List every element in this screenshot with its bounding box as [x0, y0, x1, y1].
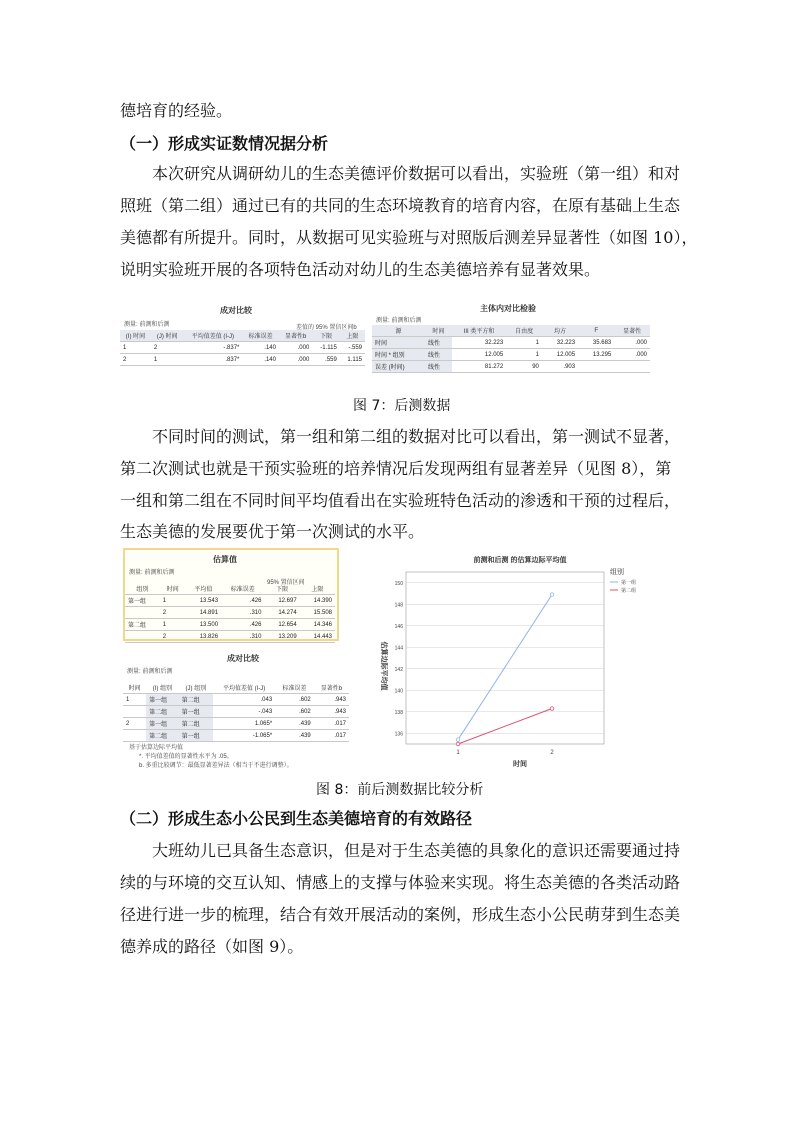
table-cell: 线性	[425, 337, 452, 349]
table-cell: 1	[160, 595, 186, 607]
data-table	[372, 325, 650, 373]
table-cell: 14.274	[264, 607, 299, 619]
column-header: 标准误差	[242, 330, 279, 342]
paragraph-line: 第二次测试也就是干预实验班的培养情况后发现两组有显著差异（见图 8），第	[120, 459, 672, 478]
table-cell: 12.654	[264, 619, 299, 631]
table-cell: 1.065*	[213, 718, 275, 730]
table-row	[372, 337, 650, 349]
data-table	[120, 330, 365, 366]
table-cell: 32.223	[452, 337, 506, 349]
y-tick-label: 148	[394, 602, 403, 609]
table-cell: 第一组	[179, 730, 213, 742]
table-cell: .602	[275, 706, 314, 718]
table-row	[125, 595, 335, 607]
table-cell: 1	[506, 337, 542, 349]
table-cell: 2	[120, 354, 151, 366]
table-title: 估算值	[213, 555, 237, 564]
column-header: 显著性	[614, 325, 650, 337]
within-subjects-contrast-table	[372, 300, 652, 382]
table-cell	[123, 730, 146, 742]
table-cell: -1.115	[312, 342, 340, 354]
column-header: 标准误差	[221, 583, 264, 595]
table-cell: .000	[279, 342, 312, 354]
data-table	[125, 583, 335, 643]
table-cell: 误差 (时间)	[372, 361, 425, 373]
table-cell	[123, 706, 146, 718]
table-cell: .310	[221, 607, 264, 619]
table-cell: .439	[275, 718, 314, 730]
paragraph-line: 大班幼儿已具备生态意识，但是对于生态美德的具象化的意识还需要通过持	[152, 841, 681, 860]
plot-area	[406, 572, 604, 744]
column-header: 均方	[542, 325, 578, 337]
table-cell: -.043	[213, 706, 275, 718]
table-cell: 第一组	[179, 706, 213, 718]
table-row	[125, 619, 335, 631]
table-cell: 13.543	[186, 595, 221, 607]
table-cell: 第二组	[125, 619, 160, 631]
table-cell: .426	[221, 619, 264, 631]
table-cell: 90	[506, 361, 542, 373]
table-row	[120, 342, 365, 354]
table-cell: 1.115	[340, 354, 365, 366]
x-tick-label: 2	[550, 750, 554, 756]
column-header: 下限	[312, 330, 340, 342]
table-title: 成对比较	[227, 654, 259, 663]
table-cell: 2	[160, 607, 186, 619]
data-point	[456, 738, 460, 742]
column-header: 上限	[300, 583, 335, 595]
table-row	[372, 349, 650, 361]
table-cell: 14.346	[300, 619, 335, 631]
table-cell: 1	[151, 354, 184, 366]
table-footnote: b. 多重比较调节：最低显著差异法（相当于不进行调整）。	[139, 763, 293, 769]
column-header: III 类平方和	[452, 325, 506, 337]
paragraph-line: 不同时间的测试，第一组和第二组的数据对比可以看出，第一测试不显著，	[152, 427, 681, 446]
pairwise-comparison-table-figure8	[123, 650, 351, 772]
table-row	[123, 730, 349, 742]
table-cell: .017	[314, 718, 349, 730]
column-header: 显著性b	[279, 330, 312, 342]
pairwise-comparison-table-figure7	[120, 300, 365, 382]
figure-caption: 图 7：后测数据	[353, 398, 451, 414]
table-row	[125, 631, 335, 643]
table-cell: .043	[213, 694, 275, 706]
table-cell	[614, 361, 650, 373]
table-cell: 12.005	[542, 349, 578, 361]
table-cell: .140	[242, 354, 279, 366]
paragraph-line: 美德都有所提升。同时，从数据可见实验班与对照版后测差异显著性（如图 10），	[120, 228, 698, 247]
column-header: 下限	[264, 583, 299, 595]
table-cell: 14.891	[186, 607, 221, 619]
table-cell: 13.295	[578, 349, 614, 361]
table-cell: 第一组	[146, 694, 179, 706]
y-tick-label: 142	[394, 666, 403, 673]
table-cell: .426	[221, 595, 264, 607]
table-cell: 12.697	[264, 595, 299, 607]
table-cell: 第一组	[125, 595, 160, 607]
paragraph-line: 说明实验班开展的各项特色活动对幼儿的生态美德培养有显著效果。	[120, 260, 601, 279]
column-header: (I) 组别	[146, 682, 179, 694]
table-cell: 13.826	[186, 631, 221, 643]
ci-header: 95% 置信区间	[267, 580, 305, 586]
paragraph-line: 德养成的路径（如图 9）。	[120, 937, 304, 956]
table-row	[372, 361, 650, 373]
column-header: 源	[372, 325, 425, 337]
table-cell: 13.209	[264, 631, 299, 643]
table-cell: .943	[314, 706, 349, 718]
table-measure: 测量: 前测和后测	[127, 669, 173, 675]
chart-title: 前测和后测 的估算边际平均值	[473, 557, 567, 564]
column-header: 时间	[160, 583, 186, 595]
table-cell: 14.390	[300, 595, 335, 607]
paragraph-line: 照班（第二组）通过已有的共同的生态环境教育的培育内容，在原有基础上生态	[120, 196, 681, 215]
data-point	[550, 707, 554, 711]
table-cell: 时间	[372, 337, 425, 349]
column-header: 组别	[125, 583, 160, 595]
table-cell: 1	[123, 694, 146, 706]
table-cell	[125, 631, 160, 643]
y-tick-label: 136	[394, 731, 403, 738]
table-cell: 81.272	[452, 361, 506, 373]
table-cell: 35.683	[578, 337, 614, 349]
table-cell: .000	[614, 349, 650, 361]
legend-label: 第一组	[621, 580, 637, 586]
table-measure: 测量: 前测和后测	[129, 570, 175, 576]
paragraph-line: 生态美德的发展要优于第一次测试的水平。	[120, 522, 425, 541]
column-header: 时间	[123, 682, 146, 694]
section-heading: （二）形成生态小公民到生态美德培育的有效路径	[120, 809, 473, 828]
paragraph-line: 续的与环境的交互认知、情感上的支撑与体验来实现。将生态美德的各类活动路	[120, 873, 681, 892]
table-cell: 第二组	[146, 730, 179, 742]
column-header: (J) 时间	[151, 330, 184, 342]
table-cell: 线性	[425, 361, 452, 373]
column-header: 自由度	[506, 325, 542, 337]
table-cell: -.837*	[183, 342, 242, 354]
table-cell: 14.443	[300, 631, 335, 643]
column-header: (J) 组别	[179, 682, 213, 694]
table-cell: .439	[275, 730, 314, 742]
table-cell: -.559	[340, 342, 365, 354]
paragraph-line: 本次研究从调研幼儿的生态美德评价数据可以看出，实验班（第一组）和对	[152, 164, 681, 183]
table-cell: 32.223	[542, 337, 578, 349]
table-cell: 第二组	[146, 706, 179, 718]
column-header: F	[578, 325, 614, 337]
y-axis-label: 估算边际平均值	[380, 641, 387, 691]
table-cell: 2	[160, 631, 186, 643]
legend-title: 组别	[610, 569, 624, 576]
column-header: 平均值差值 (I-J)	[183, 330, 242, 342]
column-header: 时间	[425, 325, 452, 337]
column-header: 上限	[340, 330, 365, 342]
data-table	[123, 682, 349, 742]
table-cell: -1.065*	[213, 730, 275, 742]
table-row	[123, 706, 349, 718]
y-tick-label: 138	[394, 709, 403, 716]
table-cell: 第二组	[179, 694, 213, 706]
y-tick-label: 140	[394, 688, 403, 695]
estimated-marginal-means-chart	[372, 548, 662, 770]
table-cell: 1	[160, 619, 186, 631]
table-title: 主体内对比检验	[480, 304, 536, 313]
table-cell: .559	[312, 354, 340, 366]
paragraph-line: 径进行进一步的梳理，结合有效开展活动的案例，形成生态小公民萌芽到生态美	[120, 905, 681, 924]
table-cell: 1	[506, 349, 542, 361]
table-cell: 1	[120, 342, 151, 354]
column-header: 标准误差	[275, 682, 314, 694]
estimates-table	[123, 548, 339, 641]
table-cell: .310	[221, 631, 264, 643]
data-point	[550, 593, 554, 597]
table-cell: 线性	[425, 349, 452, 361]
table-cell: 第一组	[146, 718, 179, 730]
y-tick-label: 150	[394, 580, 403, 587]
table-row	[120, 354, 365, 366]
table-row	[123, 718, 349, 730]
table-measure: 测量: 前测和后测	[124, 322, 170, 328]
paragraph-line: 一组和第二组在不同时间平均值看出在实验班特色活动的渗透和干预的过程后，	[120, 491, 681, 510]
table-footnote: *. 平均值差值的显著性水平为 .05。	[139, 754, 233, 760]
table-cell: .017	[314, 730, 349, 742]
table-cell	[125, 607, 160, 619]
column-header: 平均值差值 (I-J)	[213, 682, 275, 694]
column-header: 显著性b	[314, 682, 349, 694]
table-cell: .903	[542, 361, 578, 373]
column-header: (I) 时间	[120, 330, 151, 342]
column-header: 平均值	[186, 583, 221, 595]
table-cell: .000	[614, 337, 650, 349]
table-cell: .602	[275, 694, 314, 706]
table-cell: 13.500	[186, 619, 221, 631]
table-row	[125, 607, 335, 619]
data-point	[456, 742, 460, 746]
y-tick-label: 146	[394, 623, 403, 630]
x-tick-label: 1	[456, 750, 460, 756]
table-cell: .000	[279, 354, 312, 366]
legend-label: 第二组	[621, 588, 637, 594]
y-tick-label: 144	[394, 645, 403, 652]
table-cell: 15.508	[300, 607, 335, 619]
x-axis-label: 时间	[513, 761, 527, 768]
table-title: 成对比较	[220, 306, 252, 315]
table-footnote: 基于估算边际平均值	[129, 745, 184, 751]
table-cell	[578, 361, 614, 373]
paragraph-line: 德培育的经验。	[120, 101, 233, 120]
ci-header: 差值的 95% 置信区间b	[296, 325, 357, 331]
table-cell: 第二组	[179, 718, 213, 730]
table-cell: 2	[151, 342, 184, 354]
table-cell: 时间 * 组别	[372, 349, 425, 361]
table-cell: 2	[123, 718, 146, 730]
table-cell: .943	[314, 694, 349, 706]
section-heading: （一）形成实证数情况据分析	[120, 134, 329, 153]
table-row	[123, 694, 349, 706]
figure-caption: 图 8：前后测数据比较分析	[316, 782, 484, 798]
table-cell: .837*	[183, 354, 242, 366]
table-cell: .140	[242, 342, 279, 354]
table-measure: 测量: 前测和后测	[376, 318, 422, 324]
table-cell: 12.005	[452, 349, 506, 361]
